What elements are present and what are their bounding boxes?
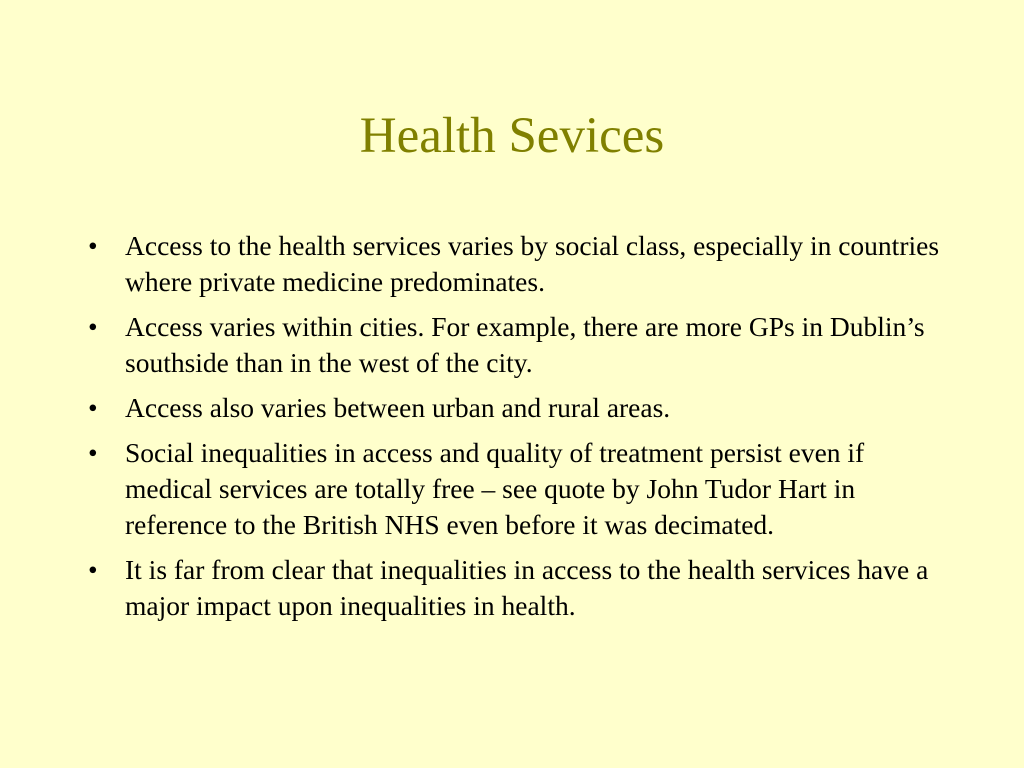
bullet-icon: •: [88, 311, 98, 342]
bullet-item: [82, 552, 942, 624]
bullet-list: [82, 228, 942, 633]
bullet-item: [82, 435, 942, 543]
bullet-text: Access also varies between urban and rural areas.: [125, 392, 671, 423]
bullet-icon: •: [88, 230, 98, 261]
bullet-icon: •: [88, 554, 98, 585]
bullet-text: It is far from clear that inequalities in access to the health services have a major impact upon inequalities in health.: [125, 554, 929, 621]
bullet-item: [82, 228, 942, 300]
bullet-icon: •: [88, 437, 98, 468]
bullet-text: Social inequalities in access and quality of treatment persist even if medical services are totally free – see quote by John Tudor Hart in reference to the British NHS even before it was decimated.: [125, 437, 865, 540]
bullet-icon: •: [88, 392, 98, 423]
slide-title: Health Sevices: [359, 108, 665, 164]
bullet-text: Access to the health services varies by social class, especially in countries where private medicine predominates.: [125, 230, 940, 297]
bullet-item: [82, 309, 942, 381]
bullet-item: [82, 390, 942, 426]
bullet-text: Access varies within cities. For example, there are more GPs in Dublin’s southside than in the west of the city.: [125, 311, 925, 378]
